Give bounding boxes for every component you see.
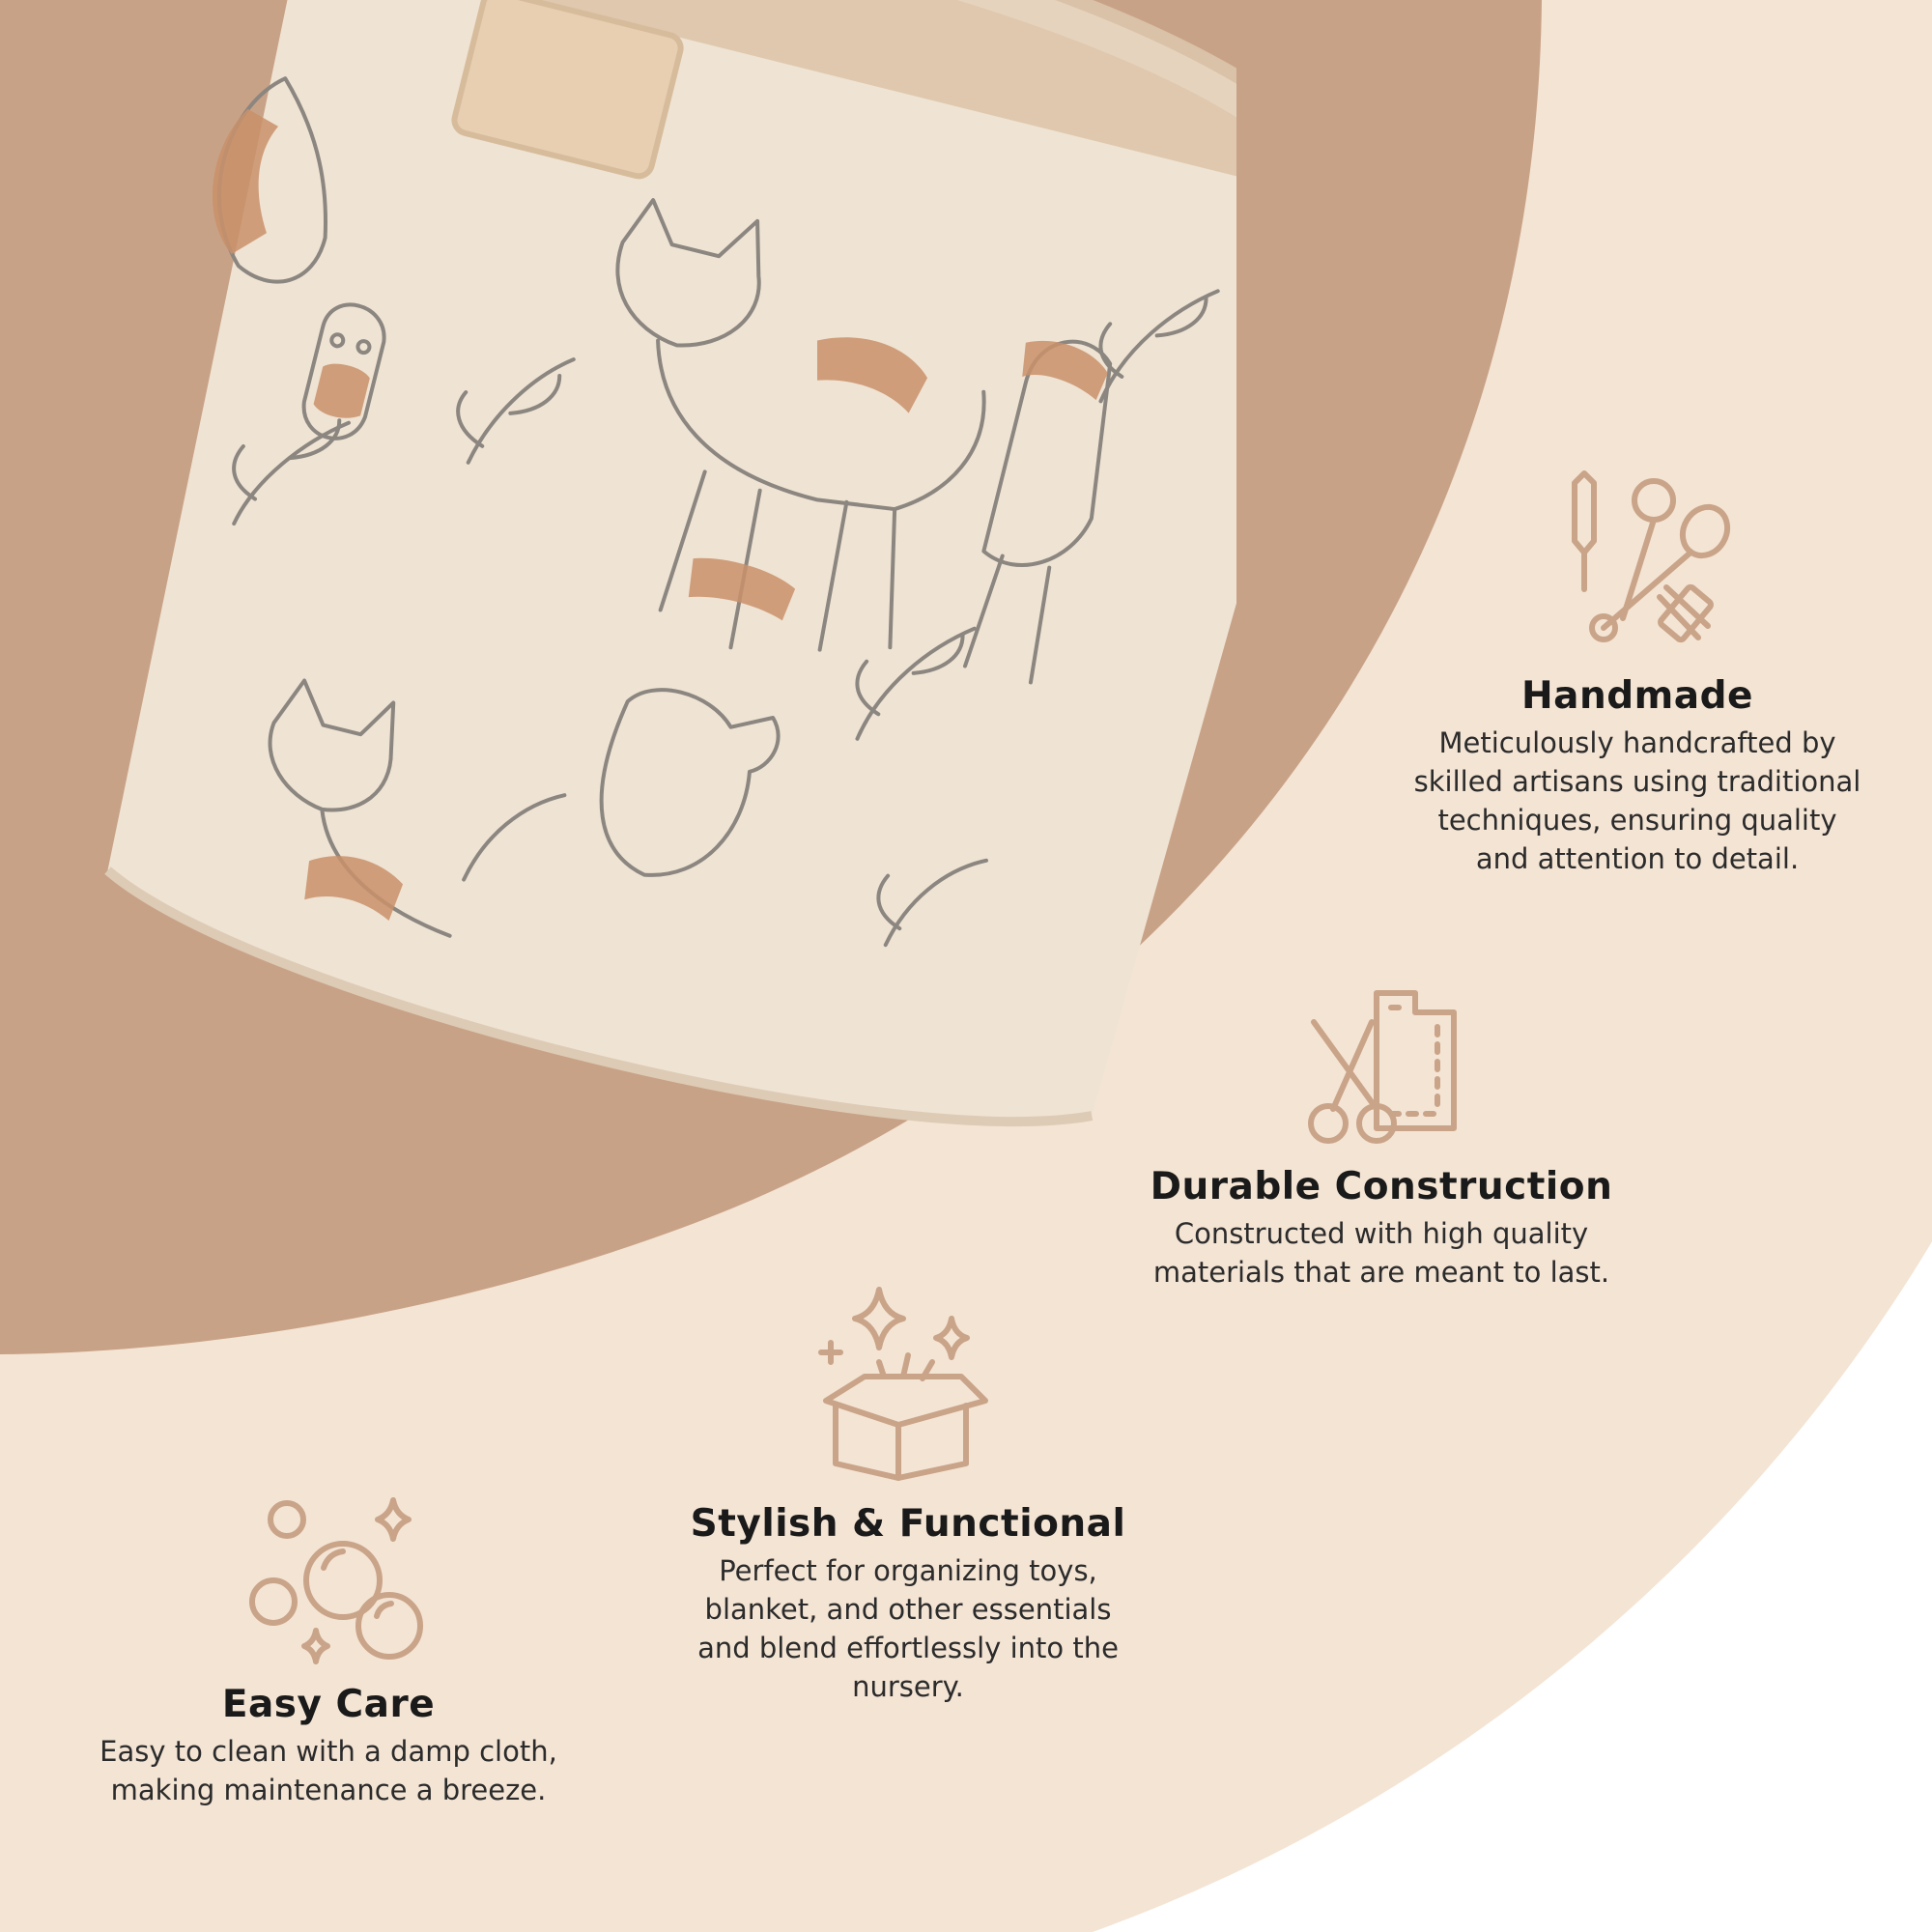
feature-durable-construction <box>1130 1165 1633 1292</box>
open-box-sparkles-icon <box>807 1270 990 1483</box>
feature-description <box>87 1732 570 1809</box>
feature-line: Easy to clean with a damp cloth, <box>99 1735 557 1768</box>
feature-line: nursery. <box>852 1670 964 1703</box>
feature-line: skilled artisans using traditional <box>1413 765 1861 798</box>
feature-title: Handmade <box>1521 674 1753 718</box>
feature-description <box>1130 1214 1633 1292</box>
feature-line: blanket, and other essentials <box>704 1593 1112 1626</box>
feature-line: techniques, ensuring quality <box>1437 804 1837 837</box>
feature-easy-care <box>87 1683 570 1809</box>
feature-stylish-functional <box>667 1502 1150 1706</box>
feature-title: Easy Care <box>221 1683 436 1726</box>
feature-handmade <box>1381 674 1893 878</box>
feature-line: and blend effortlessly into the <box>697 1632 1119 1664</box>
feature-line: Meticulously handcrafted by <box>1438 726 1836 759</box>
basket-body <box>29 0 1236 1159</box>
feature-description <box>1381 724 1893 878</box>
feature-line: materials that are meant to last. <box>1152 1256 1610 1289</box>
feature-line: and attention to detail. <box>1475 842 1800 875</box>
feature-line: Perfect for organizing toys, <box>719 1554 1097 1587</box>
basket-photo <box>0 0 1236 1159</box>
feature-description <box>667 1551 1150 1706</box>
feature-line: making maintenance a breeze. <box>110 1774 547 1806</box>
bubbles-sparkles-icon <box>246 1495 430 1669</box>
feature-title: Stylish & Functional <box>690 1502 1126 1546</box>
feature-title: Durable Construction <box>1150 1165 1613 1208</box>
scissors-pattern-icon <box>1294 983 1468 1148</box>
sewing-tools-icon <box>1546 473 1739 657</box>
feature-line: Constructed with high quality <box>1174 1217 1589 1250</box>
